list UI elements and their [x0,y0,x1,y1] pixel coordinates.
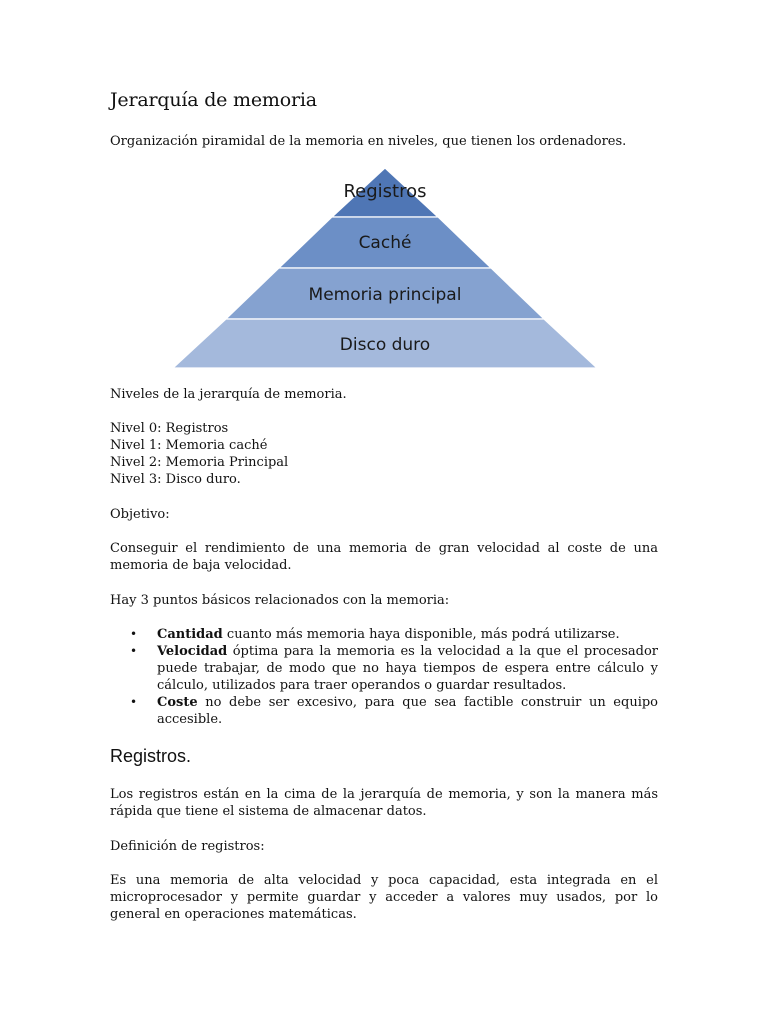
bullet-icon: • [130,695,138,709]
definition-paragraph: Es una memoria de alta velocidad y poca capacidad, esta integrada en el microprocesador y permite guardar y acceder a valores muy usados, por lo general en operaciones matemáticas. [110,873,658,922]
levels-list [110,420,288,488]
level-item: Nivel 1: Memoria caché [110,438,268,453]
pyramid-label-memoria-principal: Memoria principal [308,285,462,305]
point-text: óptima para la memoria es la velocidad a la que el procesador puede trabajar, de modo que no haya tiempos de espera entre cálculo y cálculo, utilizados para traer operandos o guardar resultados. [157,644,658,693]
point-term: Velocidad [157,644,228,659]
bullet-icon: • [130,627,138,641]
point-text: cuanto más memoria haya disponible, más podrá utilizarse. [222,627,620,642]
pyramid-label-cache: Caché [358,233,412,253]
levels-heading: Niveles de la jerarquía de memoria. [110,387,347,402]
level-item: Nivel 0: Registros [110,421,229,436]
point-term: Cantidad [157,627,223,642]
pyramid-label-registros: Registros [343,181,427,202]
page-title: Jerarquía de memoria [110,89,317,111]
point-text: no debe ser excesivo, para que sea factible construir un equipo accesible. [157,695,658,727]
level-item: Nivel 2: Memoria Principal [110,455,289,470]
definition-label: Definición de registros: [110,839,265,854]
list-item [130,694,658,728]
memory-pyramid-diagram [173,168,597,370]
points-heading: Hay 3 puntos básicos relacionados con la memoria: [110,593,450,608]
list-item [130,643,658,694]
bullet-icon: • [130,644,138,658]
section-title-registros: Registros. [110,746,192,766]
pyramid-label-disco-duro: Disco duro [339,335,431,355]
registros-paragraph: Los registros están en la cima de la jerarquía de memoria, y son la manera más rápida que tiene el sistema de almacenar datos. [110,787,658,819]
level-item: Nivel 3: Disco duro. [110,472,241,487]
list-item [130,626,658,643]
objective-paragraph: Conseguir el rendimiento de una memoria de gran velocidad al coste de una memoria de baja velocidad. [110,541,658,573]
objective-label: Objetivo: [110,507,170,522]
intro-paragraph: Organización piramidal de la memoria en niveles, que tienen los ordenadores. [110,134,627,149]
points-list [130,626,658,728]
point-term: Coste [157,695,198,710]
